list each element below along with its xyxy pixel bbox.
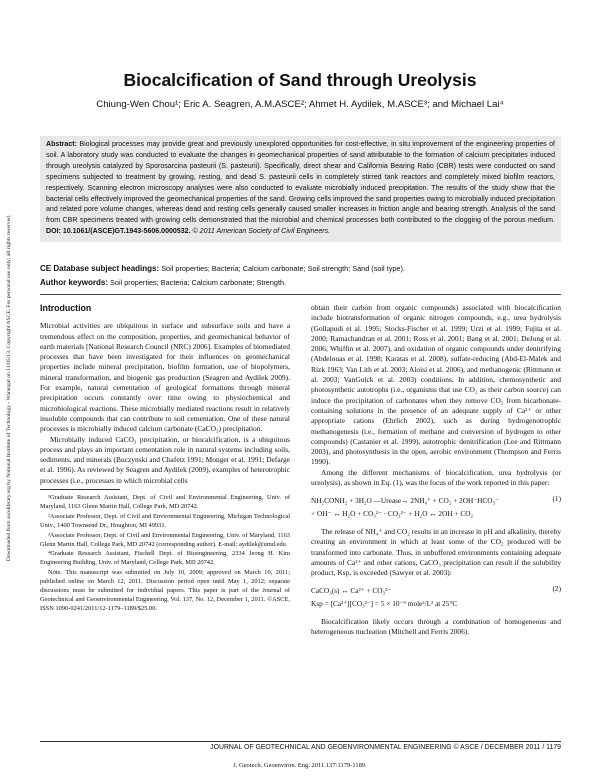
right-paragraph-2: Among the different mechanisms of biocalcification, urea hydrolysis (or ureolysis), as shown in Eq. (1), was the focus of the work reported in this paper:	[311, 467, 561, 488]
equation-1-number: (1)	[552, 494, 561, 504]
footnote-2: ²Associate Professor, Dept. of Civil and Environmental Engineering, Michigan Technological Univ., 1400 Townsend Dr., Houghton, MI 49931.	[40, 512, 290, 529]
intro-heading: Introduction	[40, 303, 92, 313]
equation-2-number: (2)	[552, 584, 561, 594]
footnote-rule	[40, 489, 120, 490]
footnote-3: ³Associate Professor, Dept. of Civil and Environmental Engineering, Univ. of Maryland, 1163 Glenn Martin Hall, College Park, MD 20742 (corresponding author). E-mail: aydilek@umd.edu	[40, 531, 290, 548]
ce-headings-text: Soil properties; Bacteria; Calcium carbonate; Soil strength; Sand (soil type).	[161, 264, 405, 273]
intro-paragraph-2: Microbially induced CaCO₃ precipitation, or biocalcification, is a ubiquitous process and plays an important cementation role in natural systems including soils, sediments, and minerals (Buczynski and Chafetz 1991; Monger et al. 1991; Defarge et al. 1996). As reviewed by Seagren and Aydilek (2009), examples of heterotrophic processes (i.e., processes in which microbial cells	[40, 434, 290, 485]
header-rule	[40, 294, 561, 295]
citation-line: J. Geotech. Geoenviron. Eng. 2011.137:1179-1189.	[233, 762, 367, 769]
author-keywords-label: Author keywords:	[40, 278, 109, 287]
footnote-1: ¹Graduate Research Assistant, Dept. of Civil and Environmental Engineering, Univ. of Maryland, 1163 Glenn Martin Hall, College Park, MD 20742.	[40, 494, 290, 510]
doi-link[interactable]: DOI: 10.1061/(ASCE)GT.1943-5606.0000532.	[46, 228, 191, 236]
abstract-copyright: © 2011 American Society of Civil Engineers.	[192, 228, 331, 236]
equation-1-line-1: NH₂CONH₂ + 3H₂O —Urease→ 2NH₄⁺ + CO₂ + 2OH⁻HCO₃⁻	[311, 496, 499, 506]
author-keywords-text: Soil properties; Bacteria; Calcium carbonate; Strength.	[110, 278, 287, 287]
download-notice-text: Downloaded from ascelibrary.org by National Institute of Technology - Warangal on 11/05/13. Copyright ASCE. For personal use only; all rights reserved.	[6, 214, 12, 562]
right-paragraph-3: The release of NH₄⁺ and CO₂ results in an increase in pH and alkalinity, thereby creating an environment in which at least some of the CO₂ produced will be transformed into carbonate. Thus, in unbuffered environments containing adequate amounts of Ca²⁺ and other cations, CaCO₃ precipitation can result if the solubility product, Ksp, is exceeded (Sawyer et al. 2003):	[311, 526, 561, 578]
footnotes	[40, 494, 290, 614]
right-column	[311, 303, 561, 638]
abstract-label: Abstract:	[46, 141, 77, 148]
intro-paragraph-1: Microbial activities are ubiquitous in surface and subsurface soils and have a tremendous effect on the composition, properties, and geomechanical behavior of earth materials [National Research Council (NRC) 2006]. Examples of biomediated processes that have been investigated for their influences on geomechanical properties include mineral precipitation, biofilm formation, use of biopolymers, mineral transformation, and biogenic gas production (Seagren and Aydilek 2009). For example, natural cementation of geological formations through mineral precipitation occurs constantly over time owing to physiochemical and microbiological reactions. These microbially mediated reactions result in relatively insoluble compounds that can contribute to soil cementation. One of these natural processes is microbially induced calcium carbonate (CaCO₃) precipitation.	[40, 321, 290, 434]
equation-2-line-1: CaCO₃(s) ↔ Ca²⁺ + CO₃²⁻	[311, 586, 392, 596]
left-column	[40, 303, 290, 615]
journal-footer: JOURNAL OF GEOTECHNICAL AND GEOENVIRONMENTAL ENGINEERING © ASCE / DECEMBER 2011 / 1179	[40, 741, 561, 751]
ce-headings-label: CE Database subject headings:	[40, 264, 160, 273]
equation-1-line-2: + OH⁻ ↔ H₂O + CO₃²⁻ · CO₃²⁻ + H₂O ↔ 2OH + CO₂	[311, 508, 474, 518]
equation-2	[311, 584, 561, 611]
download-notice	[4, 130, 12, 650]
abstract-text: Biological processes may provide great and previously unexplored opportunities for cost-effective, in situ improvement of the engineering properties of soil. A laboratory study was conducted to evaluate the changes in geomechanical properties of sand attributable to the formation of calcium precipitates induced through ureolysis catalyzed by Sporosarcina pasteurii (S. pasteurii). Specifically, direct shear and California Bearing Ratio (CBR) tests were conducted on sand specimens subjected to treatment by growing, resting, and dead S. pasteurii cells in completely stirred tank reactors and completely mixed biofilm reactors, respectively. Scanning electron microscopy analyses were also conducted to evaluate microbially induced precipitation. The results of the study show that the bacterial cells effectively improved the geomechanical properties of the sand. Growing cells improved the sand properties owing to microbially induced precipitation and related pore volume changes, whereas dead and resting cells generally caused smaller increases in friction angle and bearing strength. Analysis of the sand from CBR specimens treated with growing cells demonstrated that the microbial and chemical processes both contributed to the clogging of the porous medium.	[46, 141, 555, 225]
paper-title: Biocalcification of Sand through Ureolysis	[123, 70, 477, 90]
right-paragraph-4: Biocalcification likely occurs through a combination of homogeneous and heterogeneous nucleation (Mitchell and Ferris 2006).	[311, 617, 561, 637]
footnote-4: ⁴Graduate Research Assistant, Fischell Dept. of Bioengineering, 2334 Jeong H. Kim Engineering Building, Univ. of Maryland, College Park, MD 20742.	[40, 550, 290, 567]
author-keywords	[40, 278, 561, 287]
ce-headings	[40, 264, 561, 273]
equation-2-line-2: Ksp = [Ca²⁺][CO₃²⁻] = 5 × 10⁻⁹ mole²/L² at 25°C	[311, 598, 458, 608]
equation-1	[311, 494, 561, 521]
abstract-box	[40, 136, 561, 242]
author-list: Chiung-Wen Chou¹; Eric A. Seagren, A.M.ASCE²; Ahmet H. Aydilek, M.ASCE³; and Michael Lai⁴	[96, 99, 504, 110]
footnote-note: Note. This manuscript was submitted on July 10, 2009; approved on March 10, 2011; published online on March 12, 2011. Discussion period open until May 1, 2012; separate discussions must be submitted for individual papers. This paper is part of the Journal of Geotechnical and Geoenvironmental Engineering, Vol. 137, No. 12, December 1, 2011. ©ASCE, ISSN 1090-0241/2011/12-1179–1189/$25.00.	[40, 569, 290, 612]
right-paragraph-1: obtain their carbon from organic compounds) associated with biocalcification include biotransformation of organic nitrogen compounds, e.g., urea hydrolysis (Gollapudi et al. 1995; Stocks-Fischer et al. 1999; Urzi et al. 1999; Fujita et al. 2000; Ramachandran et al. 2001; Ross et al. 2001; Bang et al. 2001; DeJong et al. 2006; Whiffin et al. 2007), and oxidation of organic compounds under denitrifying (Abdelouas et al. 1998; Karatas et al. 2008), sulfate-reducing (Abd-El-Malek and Rizk 1963; Van Lith et al. 2003; Aloisi et al. 2006), and methanogenic (Rittmann et al. 2003; VanGulck et al. 2003) conditions. In addition, chemosynthetic and photosynthetic autotrophs (i.e., organisms that use CO₂ as their carbon source) can induce the precipitation of carbonates when they remove CO₂ from bicarbonate-containing solutions in the presence of an adequate supply of Ca²⁺ or other appropriate cations (Ehrlich 2002), such as during hydrogenotrophic methanogenesis (i.e., formation of methane and conversion of hydrogen to other compounds) (Castanier et al. 1999), autotrophic denitrification (Lee and Rittmann 2003), and photosynthesis in the open, aerobic environment (Thompson and Ferris 1990).	[311, 303, 561, 467]
